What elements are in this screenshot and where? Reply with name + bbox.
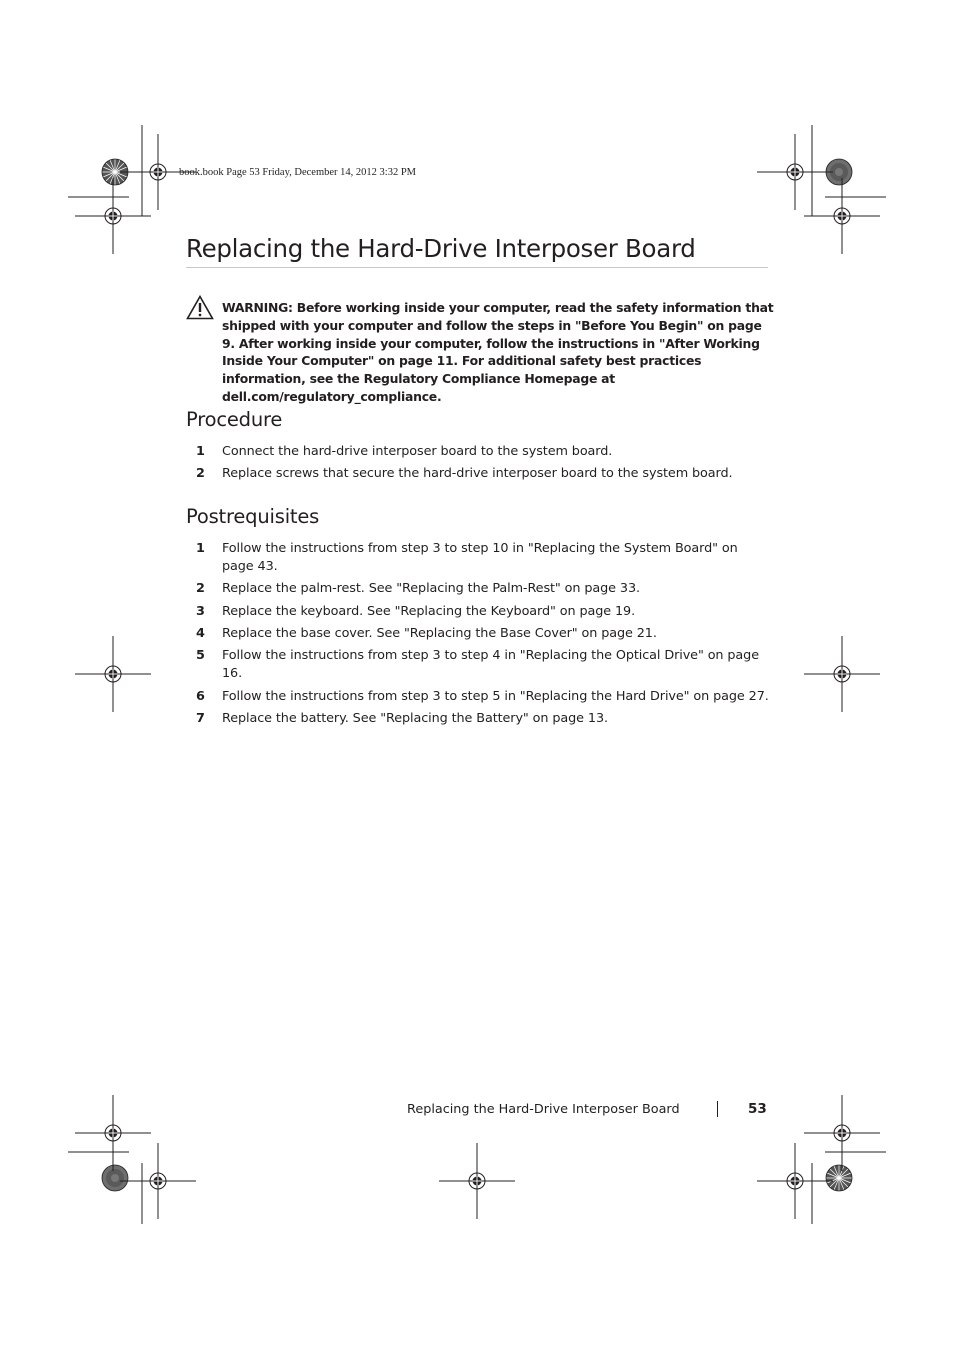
step-text: Follow the instructions from step 3 to step 5 in "Replacing the Hard Drive" on page 27. [222,688,769,704]
page-number: 53 [748,1101,767,1117]
step-number: 1 [196,541,205,556]
step-number: 2 [196,466,205,482]
procedure-step [196,443,771,461]
postrequisite-step [196,603,771,621]
warning-notice: WARNING: Before working inside your computer, read the safety information that shipped with your computer and follow the steps in "Before You Begin" on page 9. After working inside your computer, follow the instructions in "After Working Inside Your Computer" on page 11. For additional safety best practices information, see the Regulatory Compliance Homepage at dell.com/regulatory_compliance. [222,300,774,404]
footer-divider [717,1101,718,1117]
postrequisite-step [196,625,771,643]
postrequisites-steps [196,540,771,732]
step-text: Replace screws that secure the hard-drive interposer board to the system board. [222,466,733,482]
step-text: Replace the keyboard. See "Replacing the Keyboard" on page 19. [222,603,636,619]
postrequisite-step [196,710,771,728]
step-number: 2 [196,581,205,597]
step-number: 7 [196,710,205,726]
step-text: Follow the instructions from step 3 to step 4 in "Replacing the Optical Drive" on page 16. [222,648,759,682]
step-number: 3 [196,603,205,619]
step-text: Replace the base cover. See "Replacing the Base Cover" on page 21. [222,625,657,641]
postrequisite-step [196,688,771,706]
step-number: 6 [196,688,205,704]
page-title: Replacing the Hard-Drive Interposer Board [186,234,768,268]
step-number: 5 [196,648,205,664]
postrequisite-step [196,647,771,683]
footer-chapter-title: Replacing the Hard-Drive Interposer Board [407,1102,680,1117]
procedure-step [196,465,771,483]
warning-triangle-icon [186,295,214,320]
procedure-heading: Procedure [186,408,283,431]
step-number: 1 [196,444,205,459]
step-text: Replace the battery. See "Replacing the Battery" on page 13. [222,710,608,726]
step-number: 4 [196,625,205,641]
postrequisite-step [196,540,771,576]
postrequisites-heading: Postrequisites [186,505,320,528]
step-text: Connect the hard-drive interposer board to the system board. [222,444,613,459]
postrequisite-step [196,580,771,598]
step-text: Replace the palm-rest. See "Replacing the Palm-Rest" on page 33. [222,581,640,597]
step-text: Follow the instructions from step 3 to step 10 in "Replacing the System Board" on page 43. [222,541,738,574]
print-slug: book.book Page 53 Friday, December 14, 2012 3:32 PM [179,167,416,178]
procedure-steps [196,443,771,488]
